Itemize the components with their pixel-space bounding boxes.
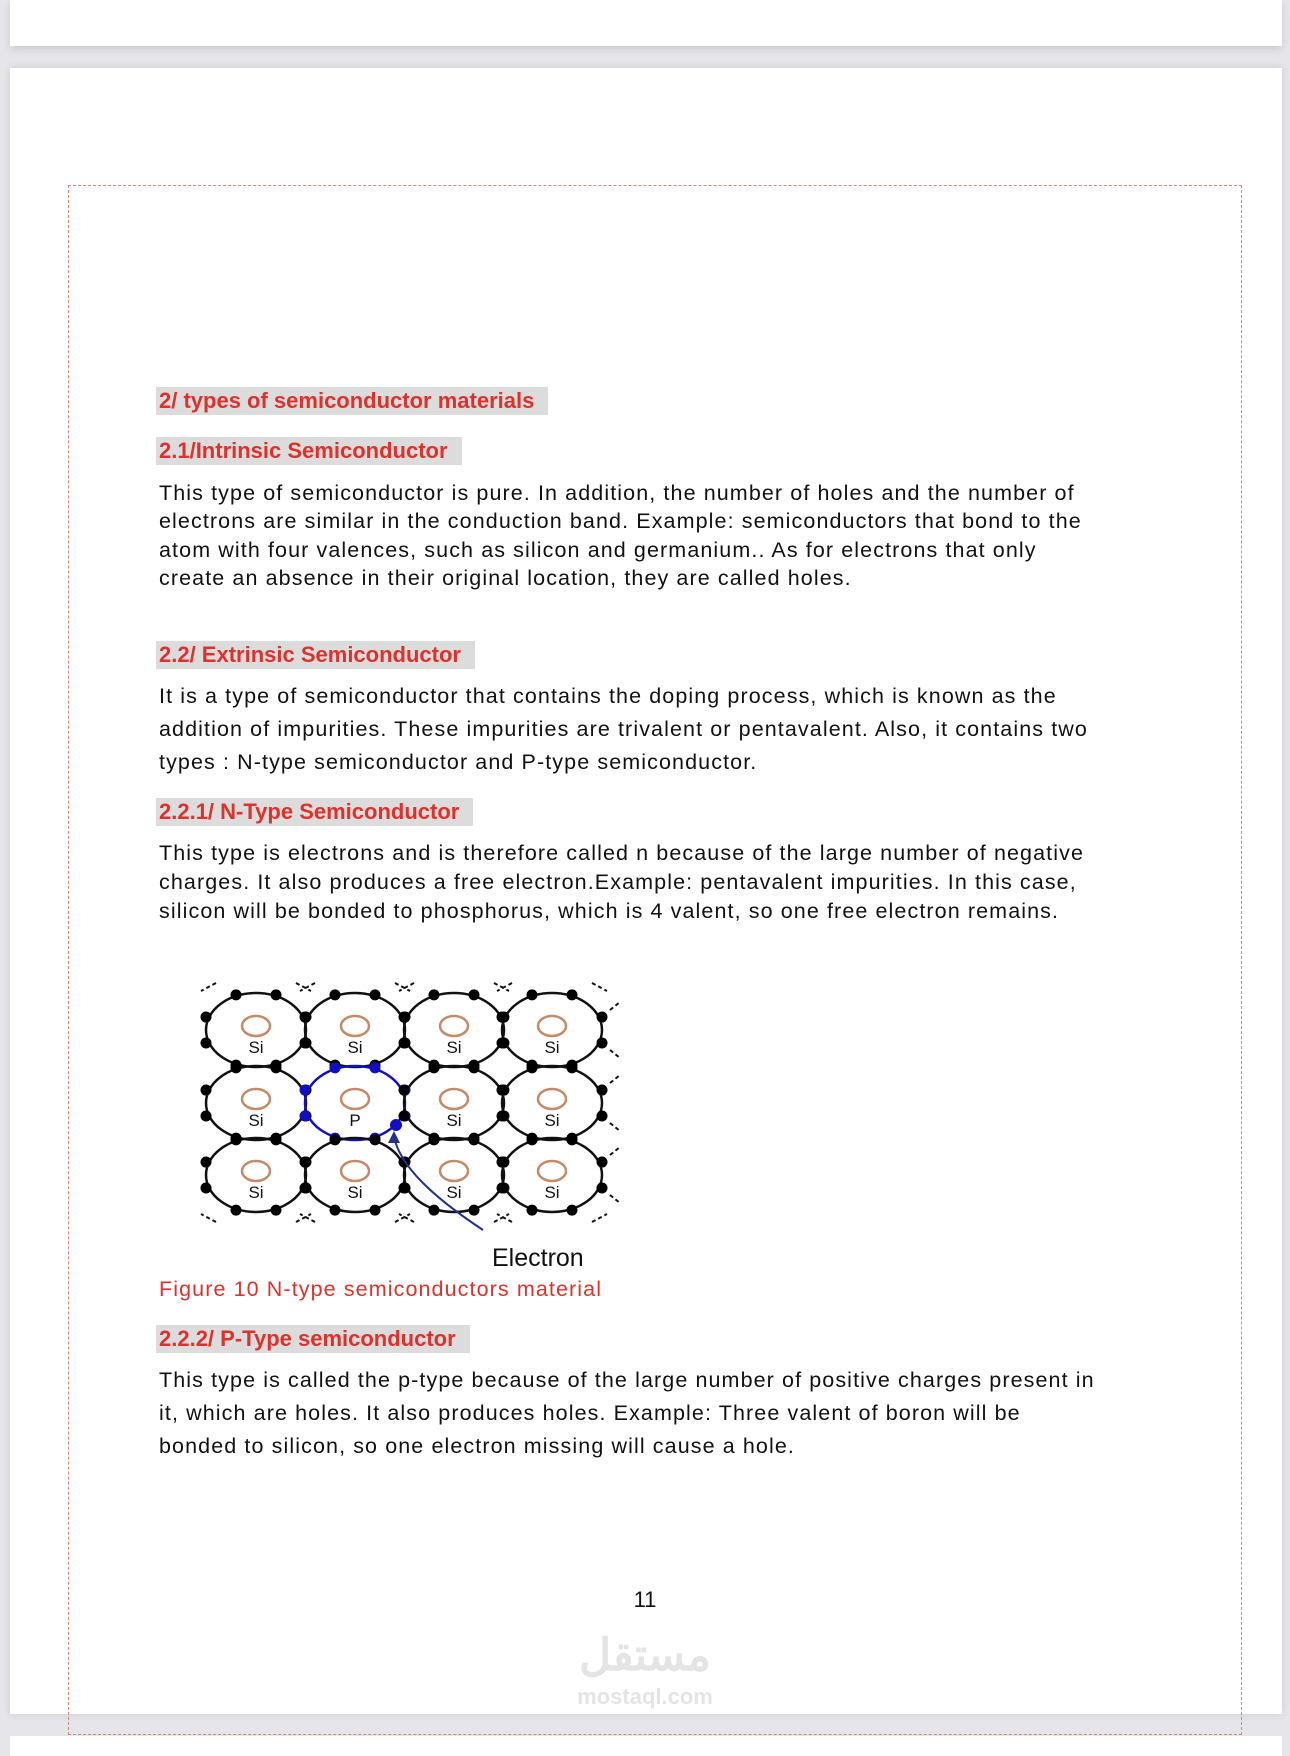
watermark-url: mostaql.com <box>577 1684 713 1709</box>
valence-electron <box>597 1110 608 1121</box>
nucleus-icon <box>538 1089 566 1109</box>
valence-electron <box>300 1110 311 1121</box>
nucleus-icon <box>341 1161 369 1181</box>
valence-electron <box>370 989 381 1000</box>
valence-electron <box>370 1205 381 1216</box>
paragraph-line: addition of impurities. These impurities are trivalent or pentavalent. Also, it contains two <box>159 717 1088 741</box>
n-type-lattice-figure <box>200 965 660 1275</box>
valence-electron <box>201 1110 212 1121</box>
valence-electron <box>429 989 440 1000</box>
nucleus-icon <box>242 1161 270 1181</box>
valence-electron <box>497 1182 508 1193</box>
valence-electron <box>527 1134 538 1145</box>
valence-electron <box>469 989 480 1000</box>
atom-label-si: Si <box>544 1183 560 1202</box>
page-number: 11 <box>633 1587 657 1612</box>
dangling-bond <box>610 1075 620 1083</box>
next-page <box>10 1736 1282 1756</box>
valence-electron <box>300 1157 311 1168</box>
valence-electron <box>271 989 282 1000</box>
valence-electron <box>469 1205 480 1216</box>
dangling-bond <box>494 1214 509 1222</box>
valence-electron <box>469 1134 480 1145</box>
valence-electron <box>567 1134 578 1145</box>
free-electron <box>390 1119 402 1131</box>
valence-electron <box>597 1157 608 1168</box>
watermark-logo: مستقل <box>579 1631 711 1680</box>
valence-electron <box>300 1085 311 1096</box>
nucleus-icon <box>242 1089 270 1109</box>
paragraph-line: bonded to silicon, so one electron missing will cause a hole. <box>159 1434 795 1458</box>
valence-electron <box>399 1085 410 1096</box>
atom-label-si: Si <box>446 1038 462 1057</box>
paragraph-line: electrons are similar in the conduction band. Example: semiconductors that bond to the <box>159 509 1082 533</box>
nucleus-icon <box>341 1089 369 1109</box>
valence-electron <box>527 989 538 1000</box>
valence-electron <box>330 1205 341 1216</box>
dangling-bond <box>592 1214 607 1222</box>
nucleus-icon <box>440 1089 468 1109</box>
valence-electron <box>567 1205 578 1216</box>
dangling-bond <box>610 1195 620 1203</box>
dangling-bond <box>610 1147 620 1155</box>
atom-label-si: Si <box>347 1038 363 1057</box>
valence-electron <box>567 1062 578 1073</box>
valence-electron <box>429 1062 440 1073</box>
valence-electron <box>330 1134 341 1145</box>
atom-label-si: Si <box>446 1111 462 1130</box>
valence-electron <box>497 1157 508 1168</box>
nucleus-icon <box>538 1161 566 1181</box>
valence-electron <box>429 1205 440 1216</box>
valence-electron <box>497 1012 508 1023</box>
dangling-bond <box>497 1214 512 1222</box>
valence-electron <box>399 1037 410 1048</box>
valence-electron <box>201 1157 212 1168</box>
valence-electron <box>497 1110 508 1121</box>
atom-label-si: Si <box>248 1038 264 1057</box>
valence-electron <box>231 1062 242 1073</box>
arrow-head-icon <box>388 1131 400 1143</box>
valence-electron <box>597 1182 608 1193</box>
heading-types: 2/ types of semiconductor materials <box>156 387 548 415</box>
dangling-bond <box>494 983 509 991</box>
atom-label-si: Si <box>544 1038 560 1057</box>
paragraph-line: types : N-type semiconductor and P-type semiconductor. <box>159 750 758 774</box>
paragraph-line: it, which are holes. It also produces holes. Example: Three valent of boron will be <box>159 1401 1021 1425</box>
valence-electron <box>597 1037 608 1048</box>
nucleus-icon <box>341 1016 369 1036</box>
valence-electron <box>201 1085 212 1096</box>
previous-page <box>10 0 1282 46</box>
dangling-bond <box>610 1050 620 1058</box>
valence-electron <box>370 1062 381 1073</box>
paragraph-line: This type of semiconductor is pure. In addition, the number of holes and the number of <box>159 481 1075 505</box>
page-border <box>68 185 1242 1735</box>
valence-electron <box>300 1012 311 1023</box>
nucleus-icon <box>538 1016 566 1036</box>
valence-electron <box>399 1110 410 1121</box>
heading-extrinsic: 2.2/ Extrinsic Semiconductor <box>156 641 475 669</box>
valence-electron <box>469 1062 480 1073</box>
dangling-bond <box>201 1214 216 1222</box>
atom-label-si: Si <box>544 1111 560 1130</box>
atom-label-si: Si <box>446 1183 462 1202</box>
atom-label-si: Si <box>248 1183 264 1202</box>
heading-intrinsic: 2.1/Intrinsic Semiconductor <box>156 437 462 465</box>
dangling-bond <box>610 1002 620 1010</box>
atom-label-si: Si <box>248 1111 264 1130</box>
electron-label: Electron <box>492 1244 584 1272</box>
valence-electron <box>231 1134 242 1145</box>
valence-electron <box>330 989 341 1000</box>
atom-label-p: P <box>349 1111 361 1130</box>
paragraph-line: silicon will be bonded to phosphorus, which is 4 valent, so one free electron remains. <box>159 899 1060 923</box>
paragraph-line: This type is electrons and is therefore called n because of the large number of negative <box>159 841 1085 865</box>
paragraph-line: atom with four valences, such as silicon and germanium.. As for electrons that only <box>159 538 1037 562</box>
valence-electron <box>201 1182 212 1193</box>
valence-electron <box>597 1085 608 1096</box>
valence-electron <box>370 1134 381 1145</box>
nucleus-icon <box>440 1016 468 1036</box>
valence-electron <box>271 1205 282 1216</box>
heading-ptype: 2.2.2/ P-Type semiconductor <box>156 1325 470 1353</box>
valence-electron <box>567 989 578 1000</box>
valence-electron <box>231 989 242 1000</box>
paragraph-line: create an absence in their original location, they are called holes. <box>159 566 852 590</box>
valence-electron <box>429 1134 440 1145</box>
nucleus-icon <box>242 1016 270 1036</box>
valence-electron <box>271 1134 282 1145</box>
valence-electron <box>527 1062 538 1073</box>
valence-electron <box>201 1037 212 1048</box>
valence-electron <box>300 1182 311 1193</box>
valence-electron <box>497 1085 508 1096</box>
valence-electron <box>597 1012 608 1023</box>
paragraph-line: This type is called the p-type because of the large number of positive charges present in <box>159 1368 1095 1392</box>
paragraph-line: charges. It also produces a free electron.Example: pentavalent impurities. In this case, <box>159 870 1077 894</box>
valence-electron <box>201 1012 212 1023</box>
heading-ntype: 2.2.1/ N-Type Semiconductor <box>156 798 473 826</box>
valence-electron <box>497 1037 508 1048</box>
valence-electron <box>399 1182 410 1193</box>
atom-label-si: Si <box>347 1183 363 1202</box>
valence-electron <box>231 1205 242 1216</box>
nucleus-icon <box>440 1161 468 1181</box>
valence-electron <box>330 1062 341 1073</box>
valence-electron <box>527 1205 538 1216</box>
dangling-bond <box>610 1123 620 1131</box>
valence-electron <box>300 1037 311 1048</box>
valence-electron <box>271 1062 282 1073</box>
dangling-bond <box>201 983 216 991</box>
valence-electron <box>399 1012 410 1023</box>
paragraph-line: It is a type of semiconductor that contains the doping process, which is known as the <box>159 684 1057 708</box>
figure-caption: Figure 10 N-type semiconductors material <box>159 1277 603 1301</box>
dangling-bond <box>497 983 512 991</box>
dangling-bond <box>592 983 607 991</box>
